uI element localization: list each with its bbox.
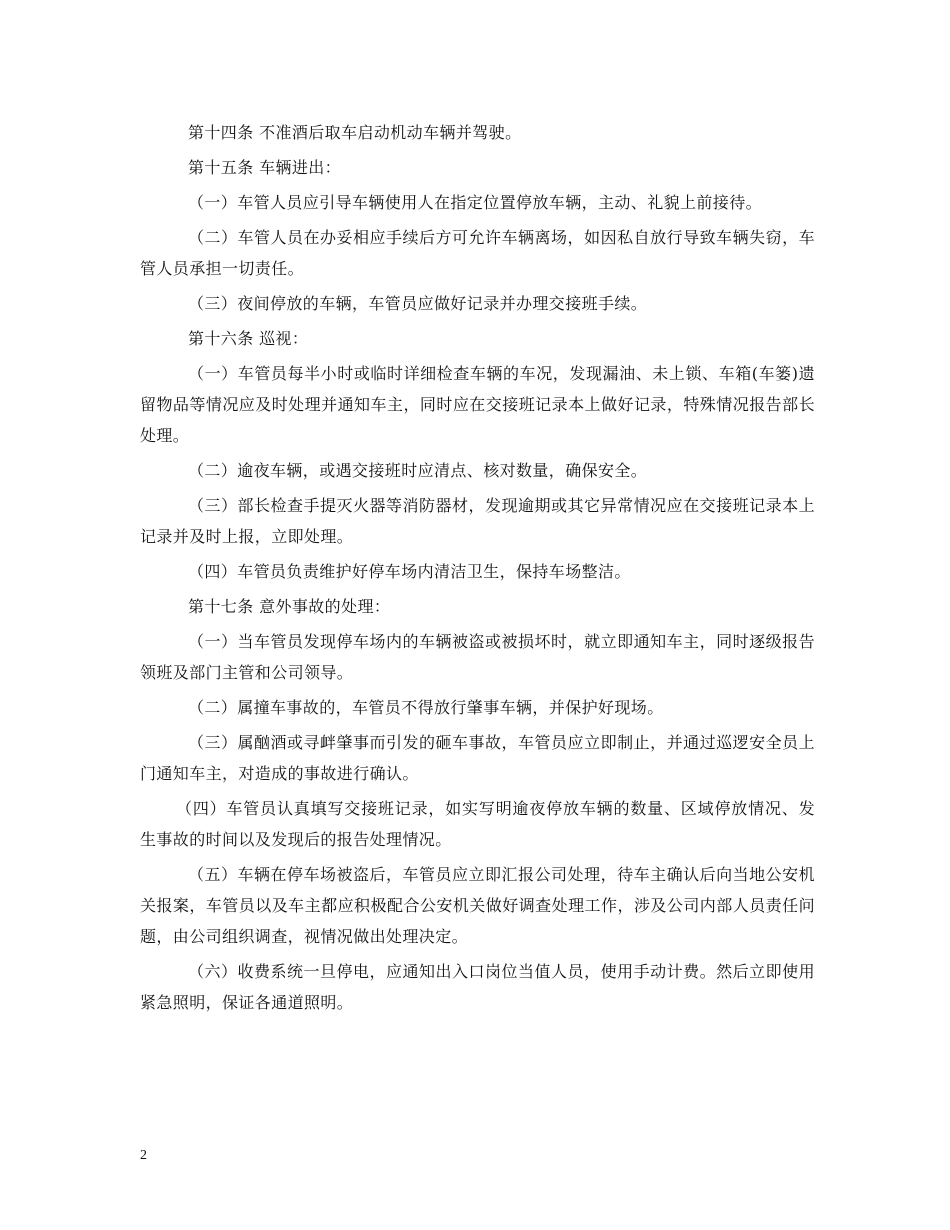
article-17-heading: 第十七条 意外事故的处理：: [188, 597, 391, 616]
article-15-item-1: （一）车管人员应引导车辆使用人在指定位置停放车辆，主动、礼貌上前接待。: [188, 193, 763, 212]
article-16-item-1: （一）车管员每半小时或临时详细检查车辆的车况，发现漏油、未上锁、车箱(车篓)遗留物品等情况应及时处理并通知车主，同时应在交接班记录本上做好记录，特殊情况报告部长处理。: [140, 364, 815, 445]
article-17-item-6: （六）收费系统一旦停电，应通知出入口岗位当值人员，使用手动计费。然后立即使用紧急照明，保证各通道照明。: [140, 962, 815, 1012]
article-17-item-4: （四）车管员认真填写交接班记录，如实写明逾夜停放车辆的数量、区域停放情况、发生事故的时间以及发现后的报告处理情况。: [140, 799, 815, 849]
article-16-item-4: （四）车管员负责维护好停车场内清洁卫生，保持车场整洁。: [188, 562, 631, 581]
article-16-item-2: （二）逾夜车辆，或遇交接班时应清点、核对数量，确保安全。: [188, 461, 648, 480]
document-body: [140, 117, 815, 1022]
page-number: 2: [140, 1148, 147, 1163]
article-16-heading: 第十六条 巡视：: [188, 329, 309, 348]
article-15-heading: 第十五条 车辆进出：: [188, 158, 342, 177]
article-17-item-5: （五）车辆在停车场被盗后，车管员应立即汇报公司处理，待车主确认后向当地公安机关报案，车管员以及车主都应积极配合公安机关做好调查处理工作，涉及公司内部人员责任问题，由公司组织调查，视情况做出处理决定。: [140, 865, 815, 946]
article-17-item-3: （三）属酗酒或寻衅肇事而引发的砸车事故，车管员应立即制止，并通过巡逻安全员上门通知车主，对造成的事故进行确认。: [140, 733, 815, 783]
article-17-item-2: （二）属撞车事故的，车管员不得放行肇事车辆，并保护好现场。: [188, 698, 664, 717]
article-17-item-1: （一）当车管员发现停车场内的车辆被盗或被损坏时，就立即通知车主，同时逐级报告领班及部门主管和公司领导。: [140, 632, 815, 682]
article-14: 第十四条 不准酒后取车启动机动车辆并驾驶。: [188, 123, 522, 142]
article-15-item-3: （三）夜间停放的车辆，车管员应做好记录并办理交接班手续。: [188, 294, 648, 313]
article-16-item-3: （三）部长检查手提灭火器等消防器材，发现逾期或其它异常情况应在交接班记录本上记录并及时上报，立即处理。: [140, 496, 815, 546]
article-15-item-2: （二）车管人员在办妥相应手续后方可允许车辆离场，如因私自放行导致车辆失窃，车管人员承担一切责任。: [140, 228, 815, 278]
